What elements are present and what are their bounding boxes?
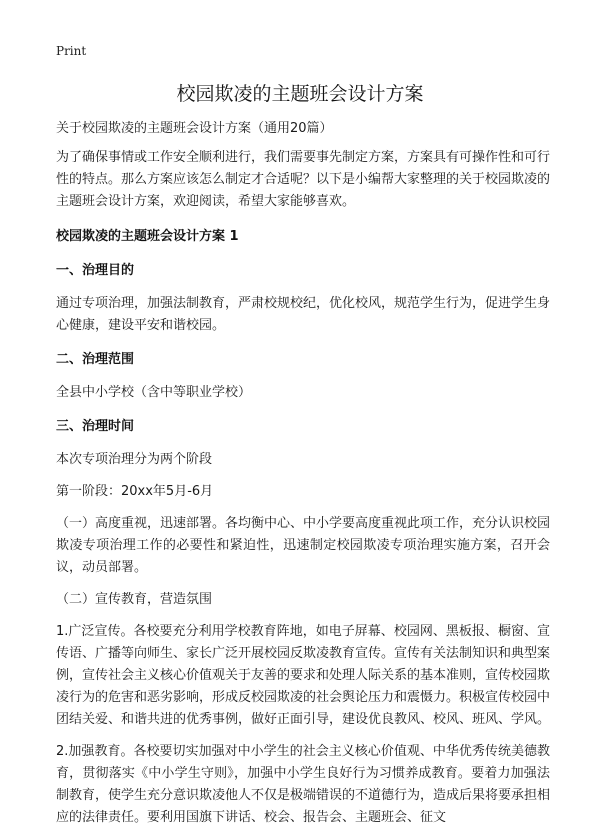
heading-time: 三、治理时间 xyxy=(56,419,135,434)
purpose-paragraph: 通过专项治理，加强法制教育，严肃校规校纪，优化校风，规范学生行为，促进学生身心健康，建设平安和谐校园。 xyxy=(56,296,551,333)
print-link[interactable]: Print xyxy=(56,44,87,58)
phase-one-paragraph: 第一阶段：20xx年5月-6月 xyxy=(56,484,214,499)
point-two-paragraph: 2.加强教育。各校要切实加强对中小学生的社会主义核心价值观、中华优秀传统美德教育，贯彻落实《中小学生守则》，加强中小学生良好行为习惯养成教育。要着力加强法制教育，使学生充分意识欺凌他人不仅是极端错误的不道德行为，造成后果将要承担相应的法律责任。要利用国旗下讲话、校会、报告会、主题班会、征文 xyxy=(56,744,551,825)
document-body xyxy=(56,118,550,829)
intro-paragraph: 为了确保事情或工作安全顺利进行，我们需要事先制定方案，方案具有可操作性和可行性的特点。那么方案应该怎么制定才合适呢？以下是小编帮大家整理的关于校园欺凌的主题班会设计方案，欢迎阅读，希望大家能够喜欢。 xyxy=(56,150,551,209)
heading-scope: 二、治理范围 xyxy=(56,352,135,367)
heading-purpose: 一、治理目的 xyxy=(56,263,135,278)
item-two-paragraph: （二）宣传教育，营造氛围 xyxy=(56,592,213,607)
item-one-paragraph: （一）高度重视，迅速部署。各均衡中心、中小学要高度重视此项工作，充分认识校园欺凌专项治理工作的必要性和紧迫性，迅速制定校园欺凌专项治理实施方案，召开会议，动员部署。 xyxy=(56,516,551,575)
page-title: 校园欺凌的主题班会设计方案 xyxy=(176,83,424,105)
scope-paragraph: 全县中小学校（含中等职业学校） xyxy=(56,385,252,400)
point-one-paragraph: 1.广泛宣传。各校要充分利用学校教育阵地，如电子屏幕、校园网、黑板报、橱窗、宣传语、广播等向师生、家长广泛开展校园反欺凌教育宣传。宣传有关法制知识和典型案例，宣传社会主义核心价值观关于友善的要求和处理人际关系的基本准则，宣传校园欺凌行为的危害和恶劣影响，形成反校园欺凌的社会舆论压力和震慑力。积极宣传校园中团结关爱、和谐共进的优秀事例，做好正面引导，建设优良教风、校风、班风、学风。 xyxy=(56,624,551,727)
document-subtitle: 关于校园欺凌的主题班会设计方案（通用20篇） xyxy=(56,121,333,136)
section-title: 校园欺凌的主题班会设计方案 1 xyxy=(56,229,239,244)
time-intro-paragraph: 本次专项治理分为两个阶段 xyxy=(56,452,213,467)
